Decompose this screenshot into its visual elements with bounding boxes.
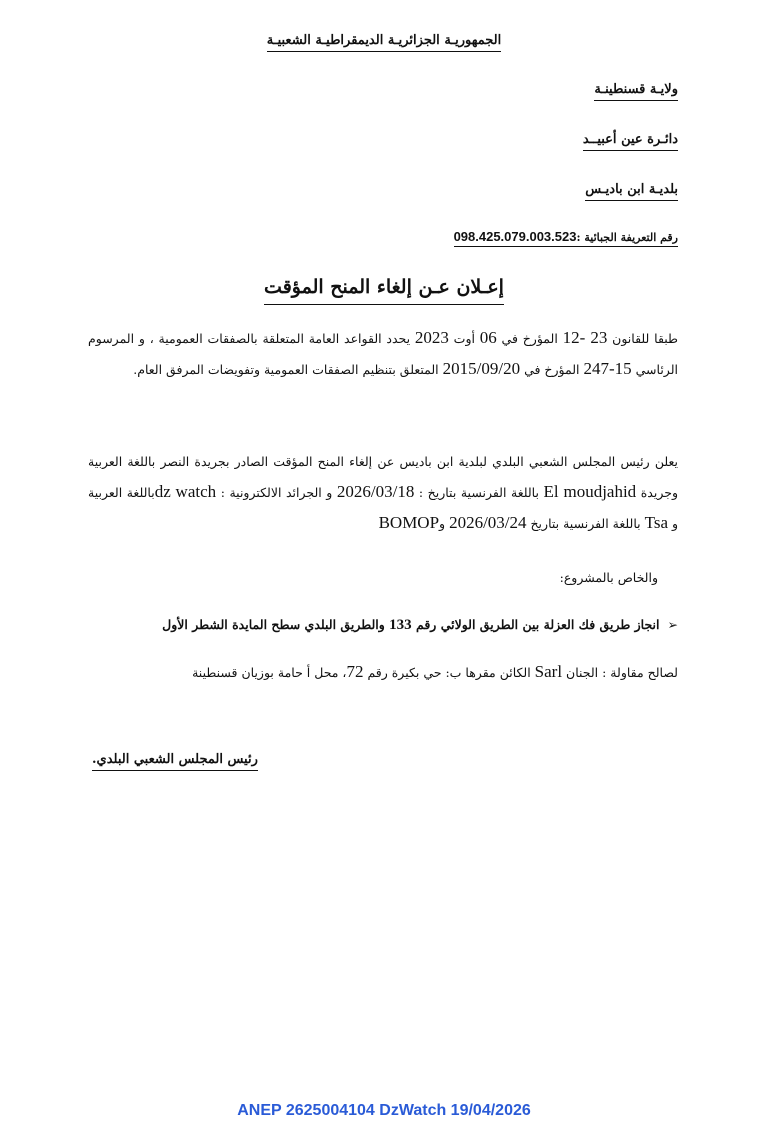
text-run: يعلن رئيس المجلس الشعبي البلدي لبلدية ابن باديس عن إلغاء المنح المؤقت الصادر بجريدة النصر باللغة العربية وجريدة	[88, 454, 678, 500]
footer-reference: ANEP 2625004104 DzWatch 19/04/2026	[237, 1102, 531, 1119]
address-number: 72	[346, 662, 364, 681]
text-run: باللغة الفرنسية بتاريخ :	[414, 485, 544, 500]
fiscal-label: رقم التعريفة الجبائية :	[576, 231, 678, 247]
newspaper-name: BOMOP	[378, 513, 440, 532]
signature-block	[92, 752, 258, 767]
daira-text: دائـرة عين أعبيــد	[583, 132, 678, 151]
company-type: Sarl	[534, 662, 563, 681]
wilaya-text: ولايـة قسنطينـة	[594, 82, 678, 101]
newspaper-name: El moudjahid	[543, 482, 637, 501]
project-item	[162, 617, 678, 634]
publication-date: 2026/03/18	[336, 482, 415, 501]
announcement-paragraph	[88, 447, 678, 539]
text-run: انجاز طريق فك العزلة بين الطريق الولائي رقم	[411, 617, 660, 632]
text-run: والطريق البلدي سطح المايدة الشطر الأول	[162, 617, 390, 632]
arrow-bullet-icon: ➢	[667, 617, 678, 632]
commune-line	[585, 182, 678, 197]
decree-number: 15-247	[583, 359, 632, 378]
year-number: 2023	[414, 328, 449, 347]
fiscal-id	[454, 229, 678, 244]
text-run: ، محل أ حامة بوزيان قسنطينة	[192, 665, 347, 680]
day-number: 06	[479, 328, 497, 347]
text-run: المؤرخ في	[520, 362, 584, 377]
text-run: و الجرائد الالكترونية :	[216, 485, 337, 500]
wilaya-line	[594, 82, 678, 97]
road-number: 133	[389, 617, 412, 633]
signature-text: رئيس المجلس الشعبي البلدي.	[92, 752, 258, 771]
commune-text: بلديـة ابن باديـس	[585, 182, 678, 201]
text-run: المتعلق بتنظيم الصفقات العمومية وتفويضات المرفق العام.	[133, 362, 443, 377]
decree-date: 2015/09/20	[442, 359, 521, 378]
beneficiary-line	[192, 662, 678, 682]
text-run: يحدد القواعد العامة المتعلقة بالصفقات العمومية ، و المرسوم الرئاسي	[88, 331, 678, 377]
republic-text: الجمهوريـة الجزائريـة الديمقراطيـة الشعبيـة	[267, 33, 501, 52]
publication-date: 2026/03/24	[449, 513, 527, 532]
republic-heading	[0, 33, 768, 48]
newspaper-name: Tsa	[644, 513, 668, 532]
text-run: الكائن مقرها ب: حي بكيرة رقم	[363, 665, 535, 680]
project-intro: والخاص بالمشروع:	[559, 570, 658, 585]
announcement-title	[0, 276, 768, 298]
text-run: و	[439, 516, 450, 531]
newspaper-name: dz watch	[154, 482, 217, 501]
text-run: باللغة الفرنسية بتاريخ	[526, 516, 645, 531]
legal-basis-paragraph	[88, 323, 678, 385]
text-run: طبقا للقانون	[607, 331, 679, 346]
fiscal-number: 098.425.079.003.523	[454, 229, 577, 247]
text-run: باللغة العربية و	[88, 485, 678, 531]
text-run: لصالح مقاولة : الجنان	[562, 665, 678, 680]
law-number: 23 -12	[562, 328, 608, 347]
title-text: إعـلان عـن إلغاء المنح المؤقت	[264, 276, 504, 305]
text-run: المؤرخ في	[496, 331, 563, 346]
text-run: أوت	[448, 331, 480, 346]
daira-line	[583, 132, 678, 147]
